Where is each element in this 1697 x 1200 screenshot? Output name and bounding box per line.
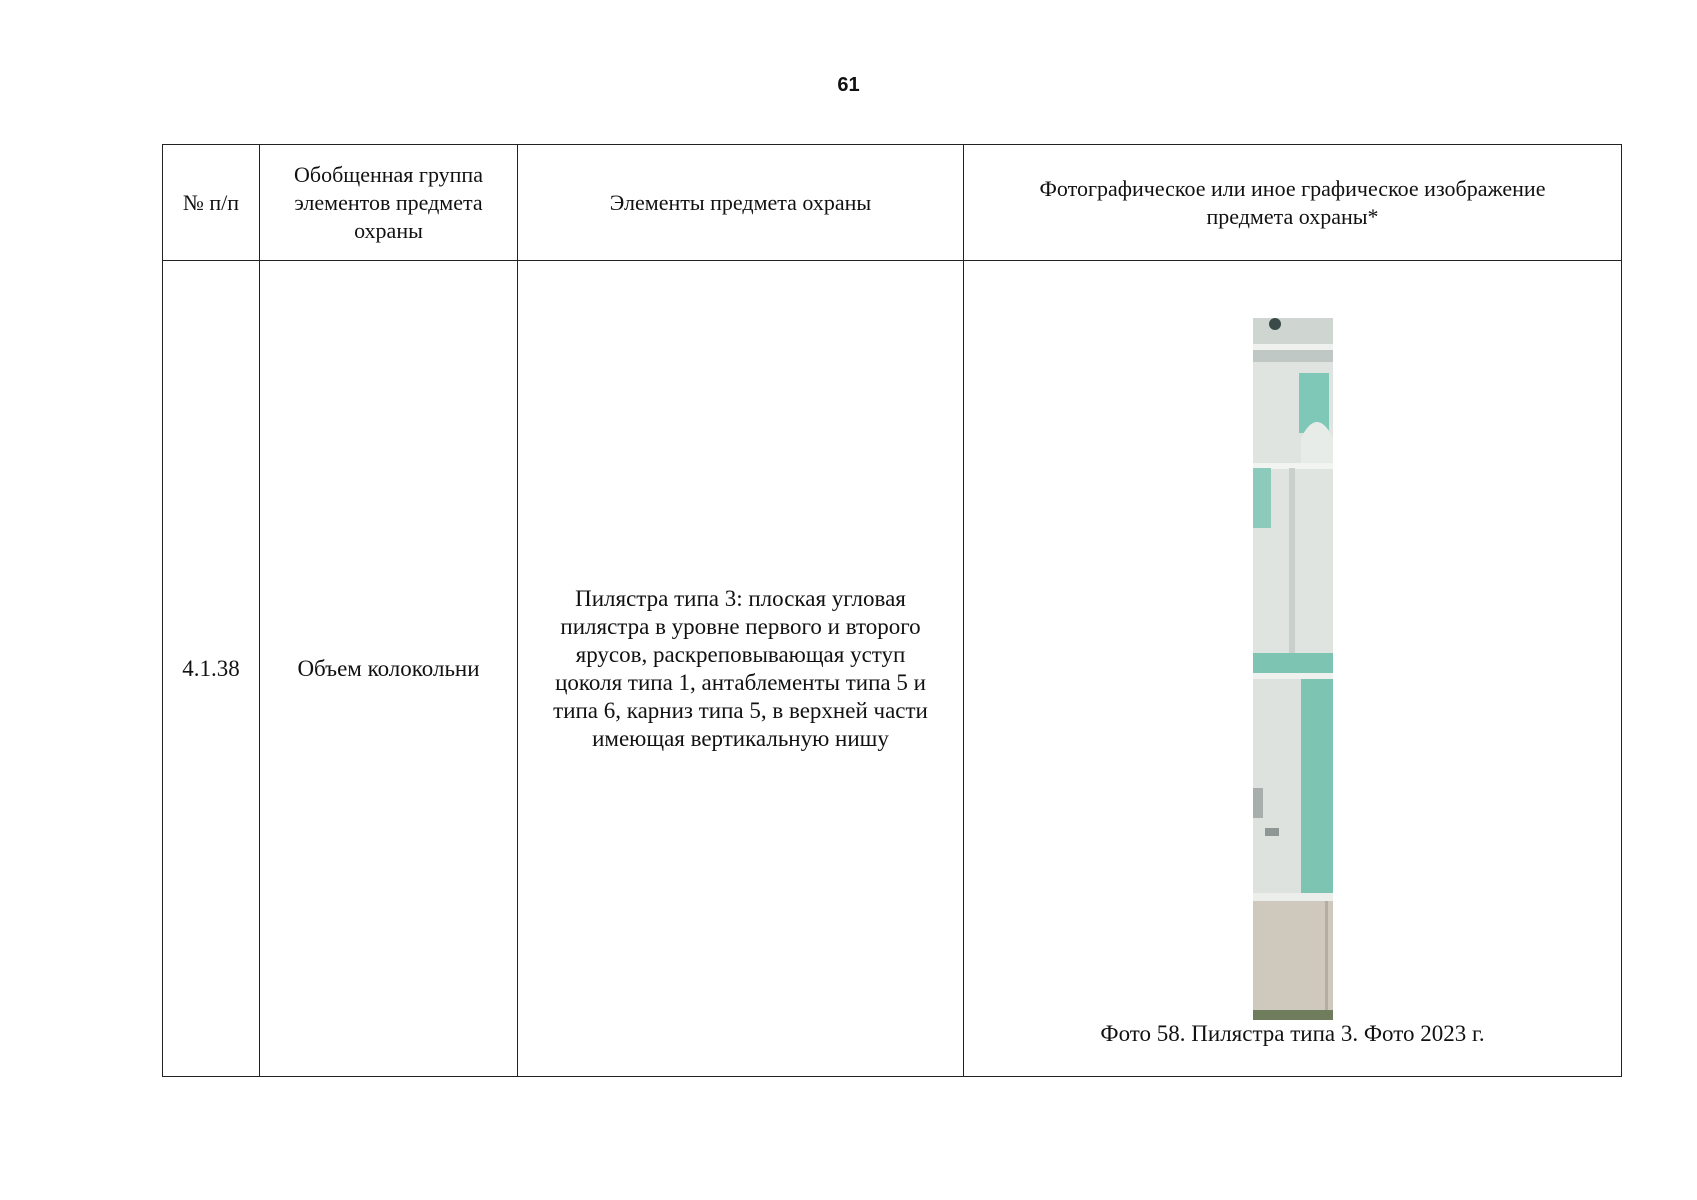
table-header-row (163, 145, 1622, 261)
cell-photo (964, 261, 1622, 1077)
header-number: № п/п (163, 145, 260, 261)
header-image: Фотографическое или иное графическое изображение предмета охраны* (964, 145, 1622, 261)
protection-elements-table (162, 144, 1622, 1077)
cell-group: Объем колокольни (260, 261, 518, 1077)
header-group: Обобщенная группа элементов предмета охраны (260, 145, 518, 261)
table-row (163, 261, 1622, 1077)
header-elements: Элементы предмета охраны (518, 145, 964, 261)
cell-elements: Пилястра типа 3: плоская угловая пилястра в уровне первого и второго ярусов, раскреповывающая уступ цоколя типа 1, антаблементы типа 5 и типа 6, карниз типа 5, в верхней части имеющая вертикальную нишу (518, 261, 964, 1077)
page-number: 61 (837, 74, 860, 96)
cell-number: 4.1.38 (163, 261, 260, 1077)
pilaster-photo (1253, 318, 1333, 1020)
photo-caption: Фото 58. Пилястра типа 3. Фото 2023 г. (1100, 1021, 1485, 1046)
